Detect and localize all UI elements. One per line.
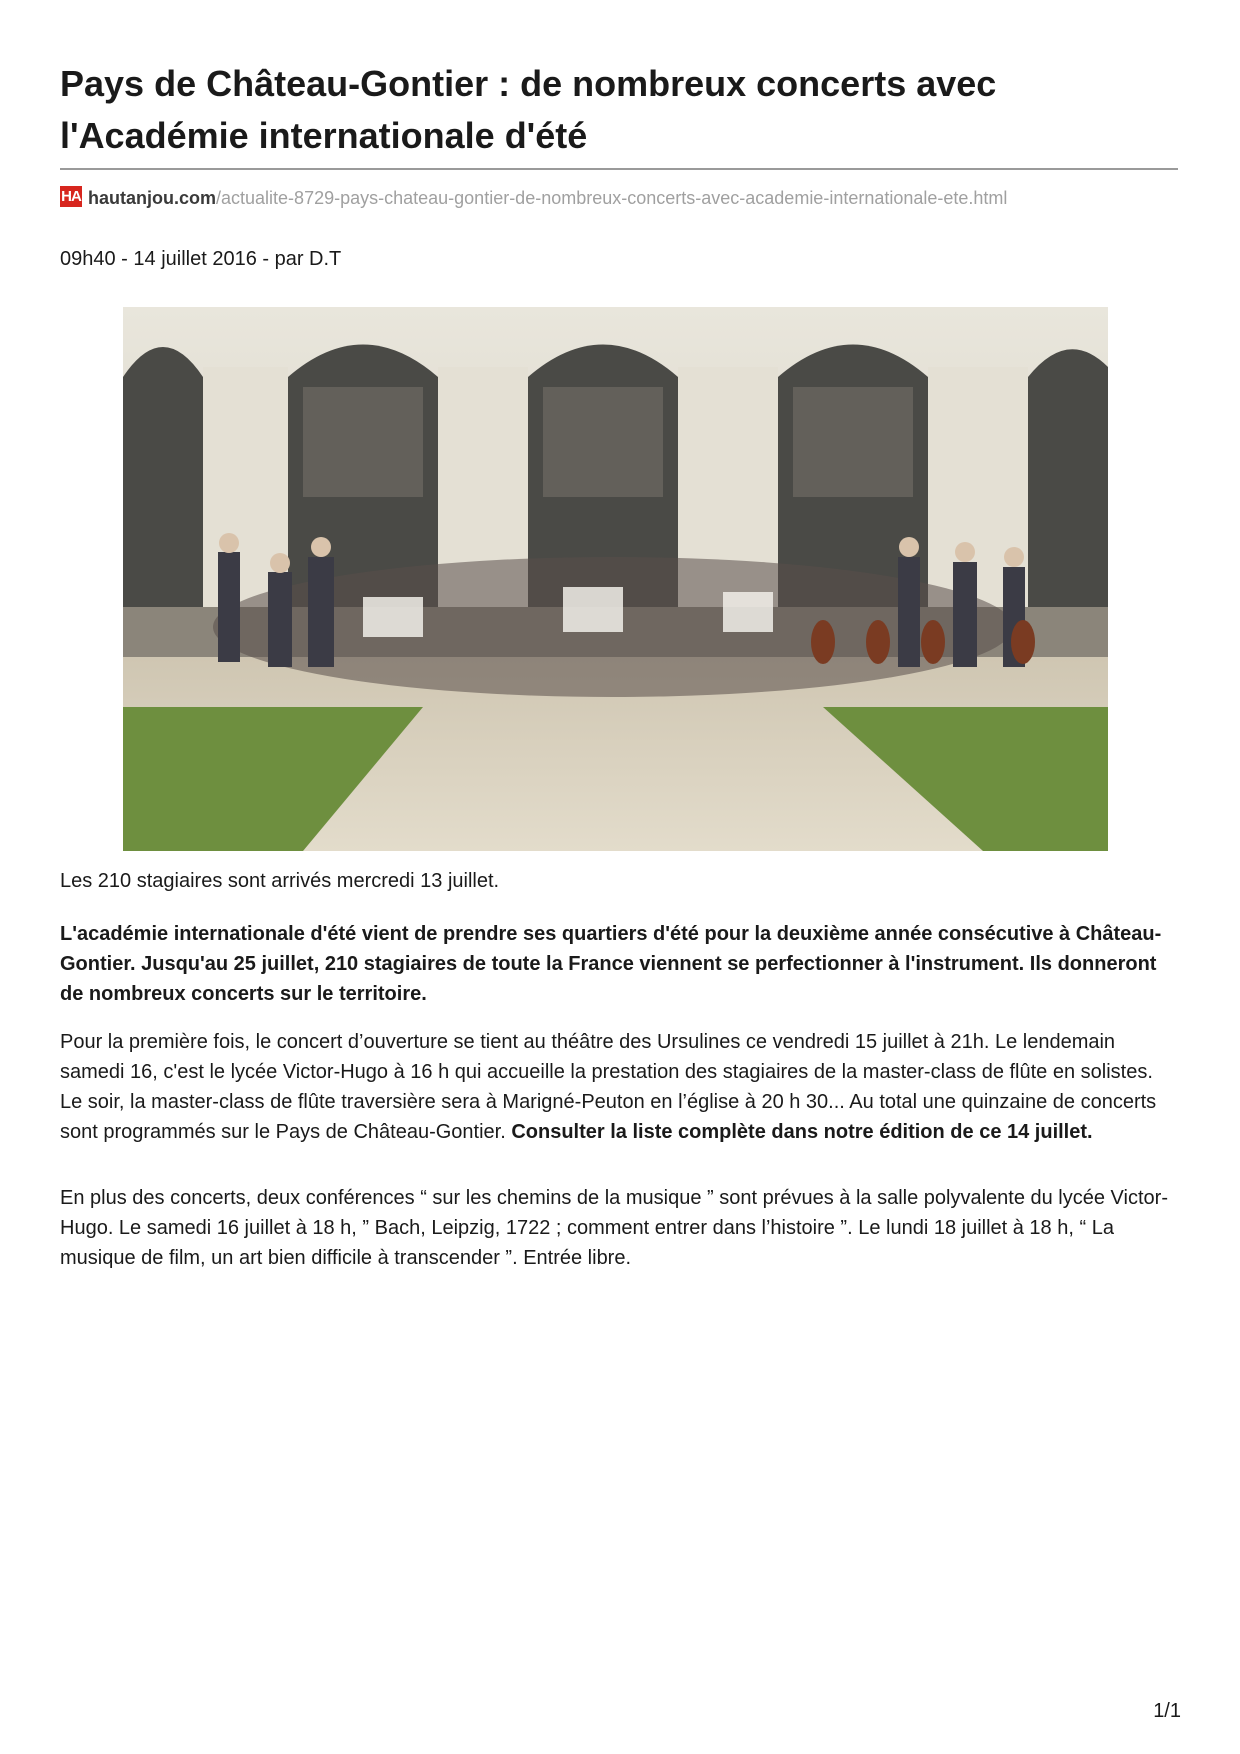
photo-caption: Les 210 stagiaires sont arrivés mercredi 13 juillet. <box>60 870 500 892</box>
article-meta: 09h40 - 14 juillet 2016 - par D.T <box>60 248 342 270</box>
article-paragraph-3: En plus des concerts, deux conférences “ sur les chemins de la musique ” sont prévues à la salle polyvalente du lycée Victor-Hugo. Le samedi 16 juillet à 18 h, ” Bach, Leipzig, 1722 ; comment entrer dans l’histoire ”. Le lundi 18 juillet à 18 h, “ La musique de film, un art bien difficile à transcender ”. Entrée libre. <box>60 1187 1168 1269</box>
paragraph-2-bold: Consulter la liste complète dans notre édition de ce 14 juillet. <box>511 1121 1093 1143</box>
article-paragraph-2 <box>60 1027 1180 1147</box>
hautanjou-logo-icon: HA <box>61 188 81 205</box>
article-lead: L'académie internationale d'été vient de prendre ses quartiers d'été pour la deuxième année consécutive à Château-Gontier. Jusqu'au 25 juillet, 210 stagiaires de toute la France viennent se perfectionner à l'instrument. Ils donneront de nombreux concerts sur le territoire. <box>60 923 1162 1005</box>
source-domain-link[interactable]: hautanjou.com <box>88 188 217 208</box>
source-line <box>60 184 1200 212</box>
article-photo <box>123 307 1108 851</box>
paragraph-2-text: Pour la première fois, le concert d’ouverture se tient au théâtre des Ursulines ce vendredi 15 juillet à 21h. Le lendemain samedi 16, c'est le lycée Victor-Hugo à 16 h qui accueille la prestation des stagiaires de la master-class de flûte en solistes. Le soir, la master-class de flûte traversière sera à Marigné-Peuton en l’église à 20 h 30... Au total une quinzaine de concerts sont programmés sur le Pays de Château-Gontier. <box>60 1031 1157 1143</box>
source-path-link[interactable]: /actualite-8729-pays-chateau-gontier-de-nombreux-concerts-avec-academie-internationale-ete.html <box>216 188 1008 208</box>
article-title: Pays de Château-Gontier : de nombreux concerts avec l'Académie internationale d'été <box>60 63 997 156</box>
title-divider <box>60 168 1178 170</box>
page-number: 1/1 <box>1153 1700 1181 1722</box>
